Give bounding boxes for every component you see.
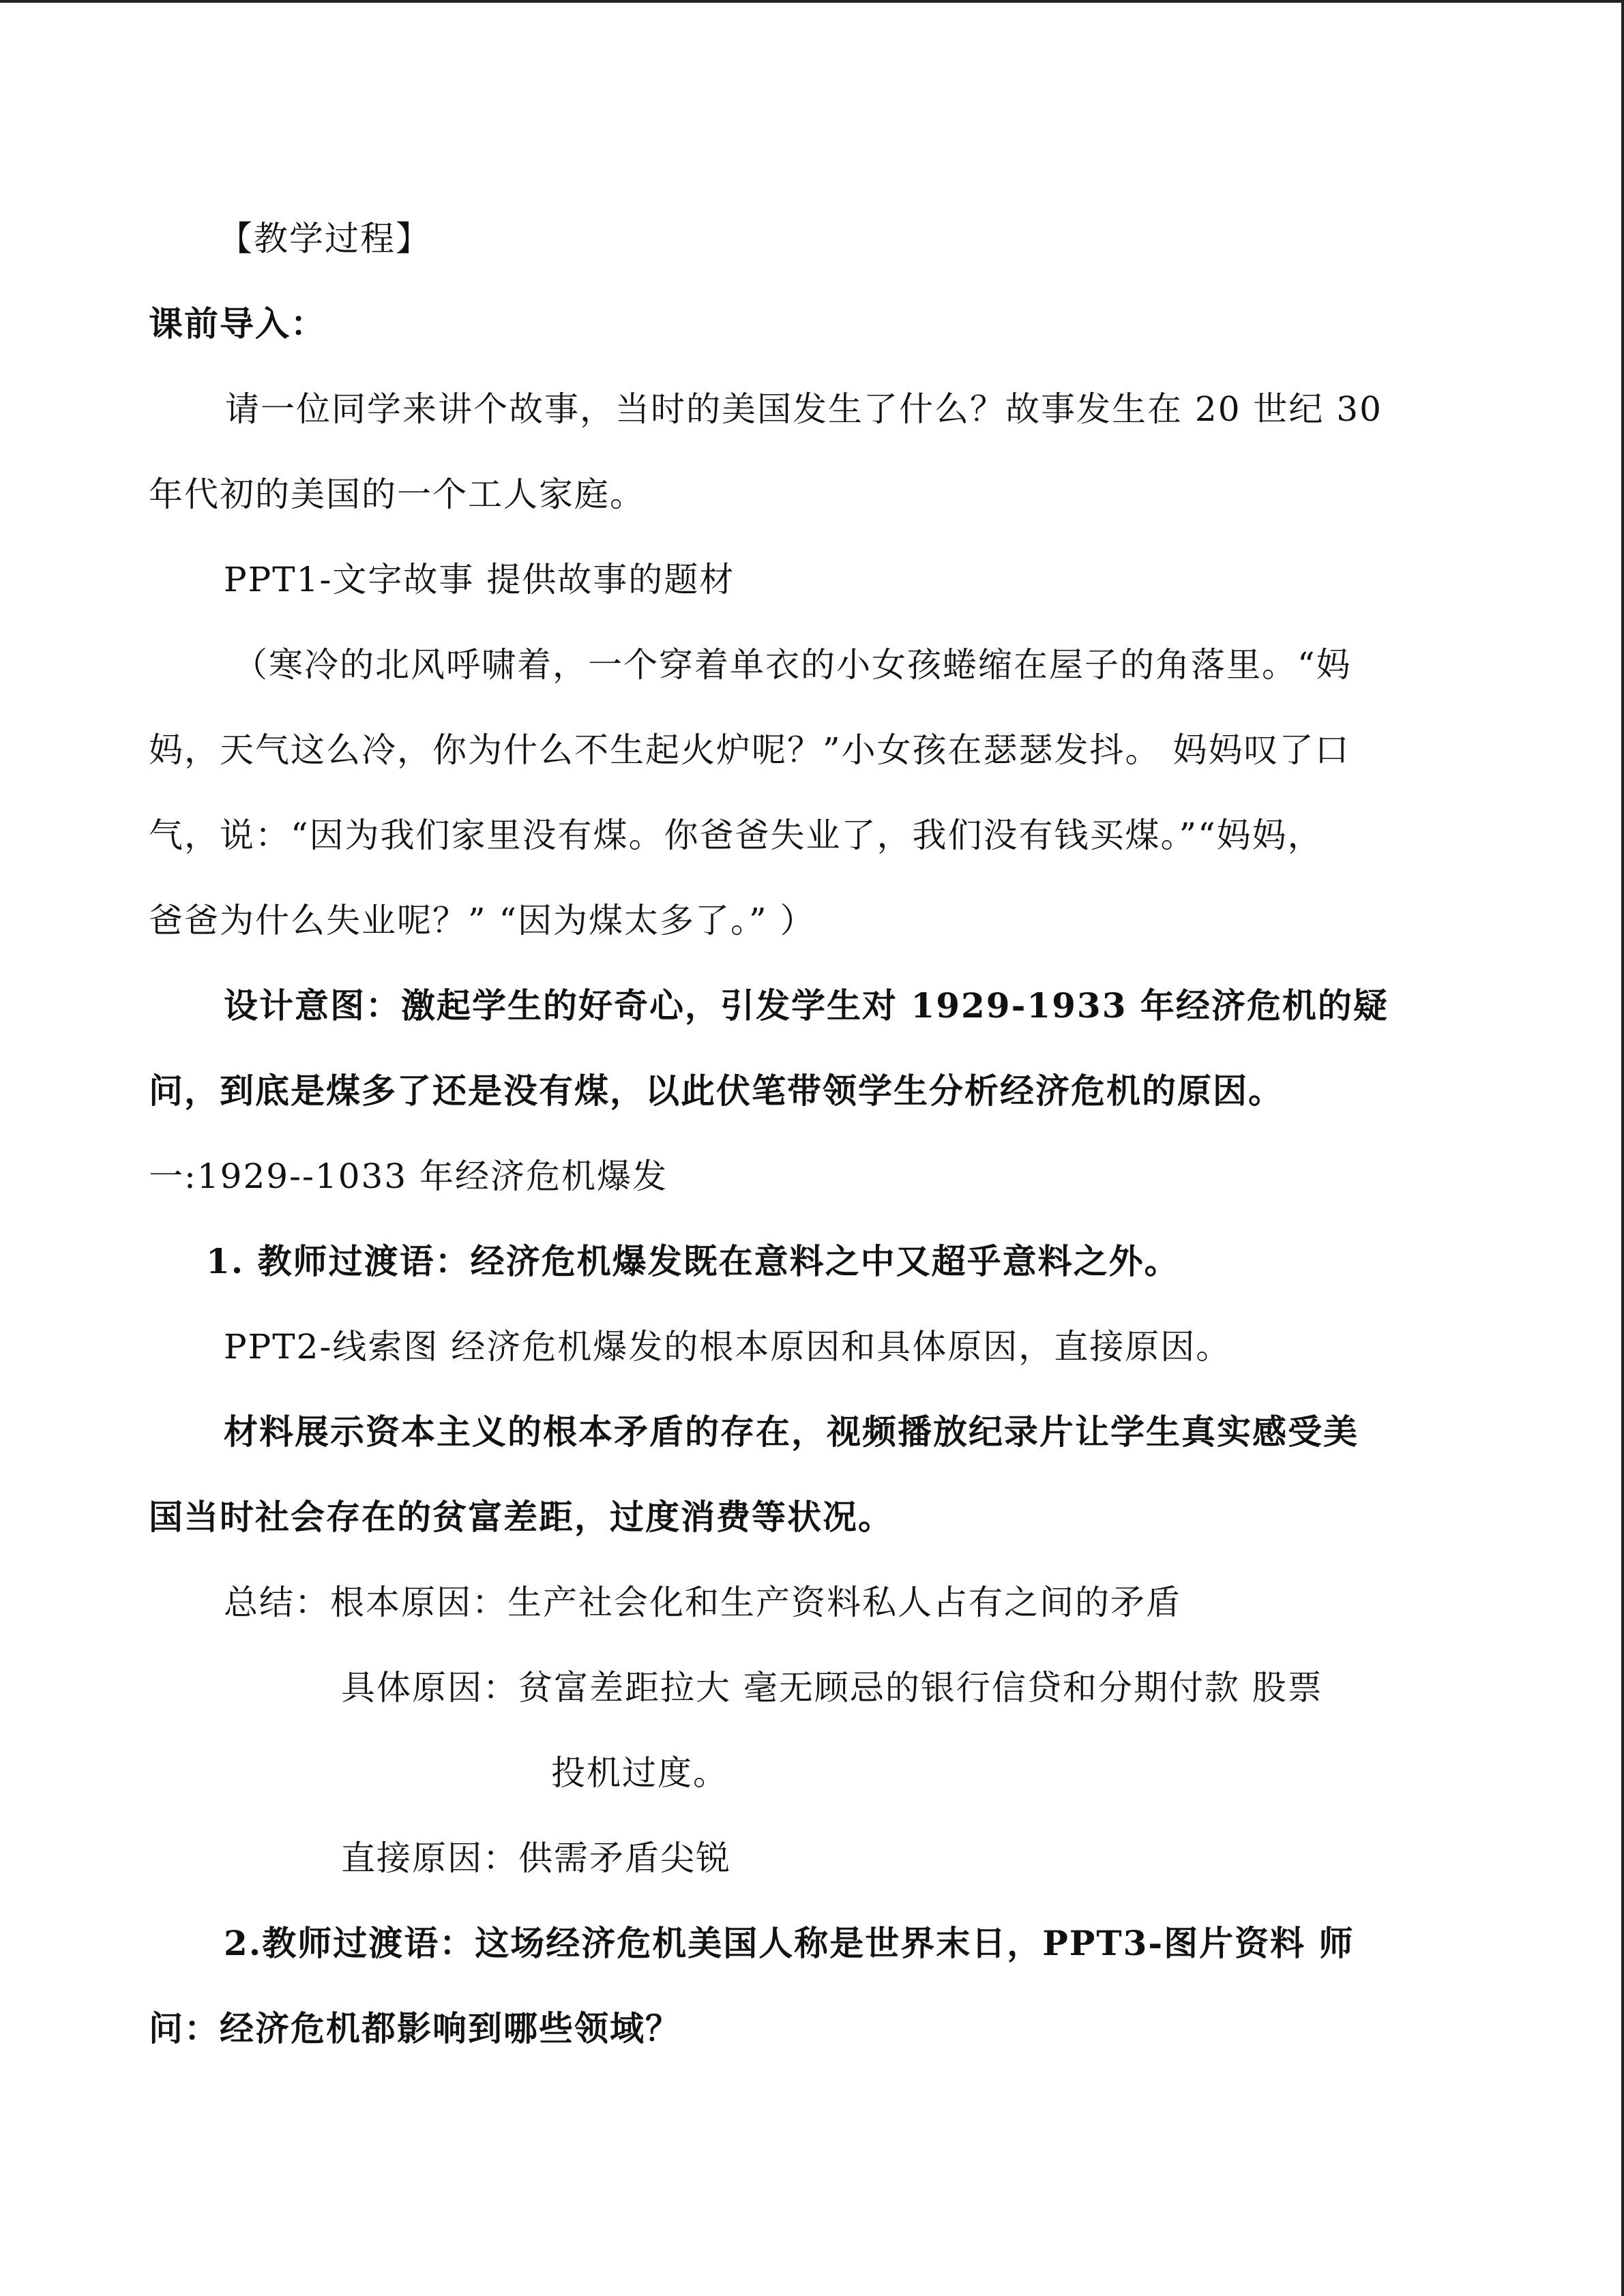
section-1-title: 一:1929--1033 年经济危机爆发 (149, 1157, 668, 1196)
story-line-4: 爸爸为什么失业呢？” “因为煤太多了。” ） (149, 901, 816, 940)
ppt2-line: PPT2-线索图 经济危机爆发的根本原因和具体原因，直接原因。 (224, 1327, 1232, 1367)
story-line-1: （寒冷的北风呼啸着，一个穿着单衣的小女孩蜷缩在屋子的角落里。“妈 (233, 645, 1352, 685)
intro-title: 课前导入： (149, 303, 326, 344)
material-line-1: 材料展示资本主义的根本矛盾的存在，视频播放纪录片让学生真实感受美 (224, 1412, 1359, 1452)
intro-paragraph-line-2: 年代初的美国的一个工人家庭。 (149, 475, 645, 514)
summary-specific-cause-line-2: 投机过度。 (551, 1753, 728, 1793)
section-heading: 【教学过程】 (218, 219, 431, 258)
story-line-3: 气，说：“因为我们家里没有煤。你爸爸失业了，我们没有钱买煤。”“妈妈， (149, 816, 1323, 855)
summary-root-cause: 总结：根本原因：生产社会化和生产资料私人占有之间的矛盾 (224, 1583, 1181, 1622)
teacher-transition-1: 1. 教师过渡语：经济危机爆发既在意料之中又超乎意料之外。 (206, 1241, 1180, 1281)
material-line-2: 国当时社会存在的贫富差距，过度消费等状况。 (149, 1497, 894, 1537)
page-top-border (0, 0, 1624, 3)
ppt1-line: PPT1-文字故事 提供故事的题材 (224, 560, 735, 599)
story-line-2: 妈，天气这么冷，你为什么不生起火炉呢？”小女孩在瑟瑟发抖。 妈妈叹了口 (149, 730, 1350, 770)
intro-paragraph-line-1: 请一位同学来讲个故事，当时的美国发生了什么？故事发生在 20 世纪 30 (225, 389, 1383, 429)
page-right-border (1621, 0, 1624, 2296)
design-intent-line-2: 问，到底是煤多了还是没有煤，以此伏笔带领学生分析经济危机的原因。 (149, 1071, 1284, 1111)
teacher-transition-2-line-2: 问：经济危机都影响到哪些领域？ (149, 2008, 681, 2048)
design-intent-line-1: 设计意图：激起学生的好奇心，引发学生对 1929-1933 年经济危机的疑 (224, 985, 1389, 1026)
summary-specific-cause-line-1: 具体原因：贫富差距拉大 毫无顾忌的银行信贷和分期付款 股票 (341, 1668, 1323, 1708)
summary-direct-cause: 直接原因：供需矛盾尖锐 (341, 1838, 731, 1878)
teacher-transition-2-line-1: 2.教师过渡语：这场经济危机美国人称是世界末日，PPT3-图片资料 师 (224, 1923, 1355, 1963)
